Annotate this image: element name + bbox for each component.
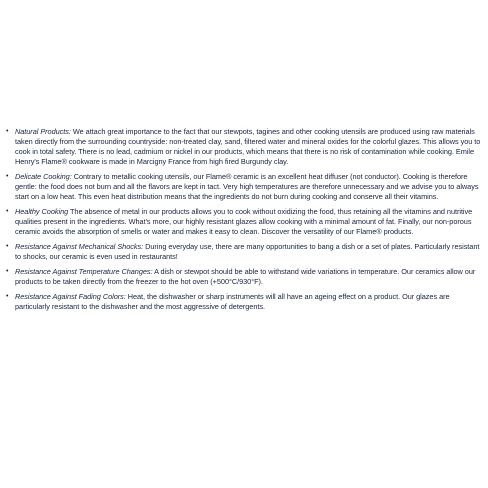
bullet-icon: • xyxy=(6,128,9,135)
feature-text: During everyday use, there are many opportunities to bang a dish or a set of plates. Particularly resistant to shocks, our ceramic is even used in restaurants! xyxy=(15,242,480,261)
feature-title: Resistance Against Temperature Changes: xyxy=(15,267,153,276)
feature-text: Contrary to metallic cooking utensils, our Flame® ceramic is an excellent heat diffuser (not conductor). Cooking is therefore gentle: the food does not burn and all the flavors are kept in tact. Very high temperatures are therefore unnecessary and we advise you to always start on a low heat. This even heat distribution means that the ingredients do not burn during cooking and conserve all their vitamins. xyxy=(15,172,479,201)
feature-text: The absence of metal in our products allows you to cook without oxidizing the food, thus retaining all the vitamins and nutritive qualities present in the ingredients. What's more, our highly resistant glazes allow cooking with a minimal amount of fat. Finally, our non-porous ceramic avoids the absorption of smells or water and makes it easy to clean. Discover the versatility of our Flame® products. xyxy=(15,207,473,236)
bullet-icon: • xyxy=(6,173,9,180)
feature-text: A dish or stewpot should be able to withstand wide variations in temperature. Our ceramics allow our products to be taken directly from the freezer to the hot oven (+500°C/930°F). xyxy=(15,267,476,286)
feature-text: Heat, the dishwasher or sharp instruments will all have an ageing effect on a product. Our glazes are particularly resistant to the dishwasher and the most aggressive of detergents. xyxy=(15,292,450,311)
feature-temperature-changes xyxy=(6,267,484,287)
bullet-icon: • xyxy=(6,208,9,215)
feature-fading-colors xyxy=(6,292,484,312)
feature-title: Healthy Cooking xyxy=(15,207,69,216)
feature-title: Delicate Cooking: xyxy=(15,172,72,181)
feature-title: Resistance Against Fading Colors: xyxy=(15,292,126,301)
feature-natural-products xyxy=(6,127,484,167)
feature-title: Resistance Against Mechanical Shocks: xyxy=(15,242,144,251)
feature-list xyxy=(6,127,484,317)
bullet-icon: • xyxy=(6,243,9,250)
bullet-icon: • xyxy=(6,268,9,275)
feature-text: We attach great importance to the fact that our stewpots, tagines and other cooking utensils are produced using raw materials taken directly from the surrounding countryside: non-treated clay, sand, filtered water and mineral oxides for the colorful glazes. This allows you to cook in total safety. There is no lead, cadmium or nickel in our products, which means that there is no risk of contamination while cooking. Emile Henry's Flame® cookware is made in Marcigny France from high fired Burgundy clay. xyxy=(15,127,481,166)
feature-delicate-cooking xyxy=(6,172,484,202)
bullet-icon: • xyxy=(6,293,9,300)
feature-healthy-cooking xyxy=(6,207,484,237)
feature-title: Natural Products: xyxy=(15,127,71,136)
feature-mechanical-shocks xyxy=(6,242,484,262)
